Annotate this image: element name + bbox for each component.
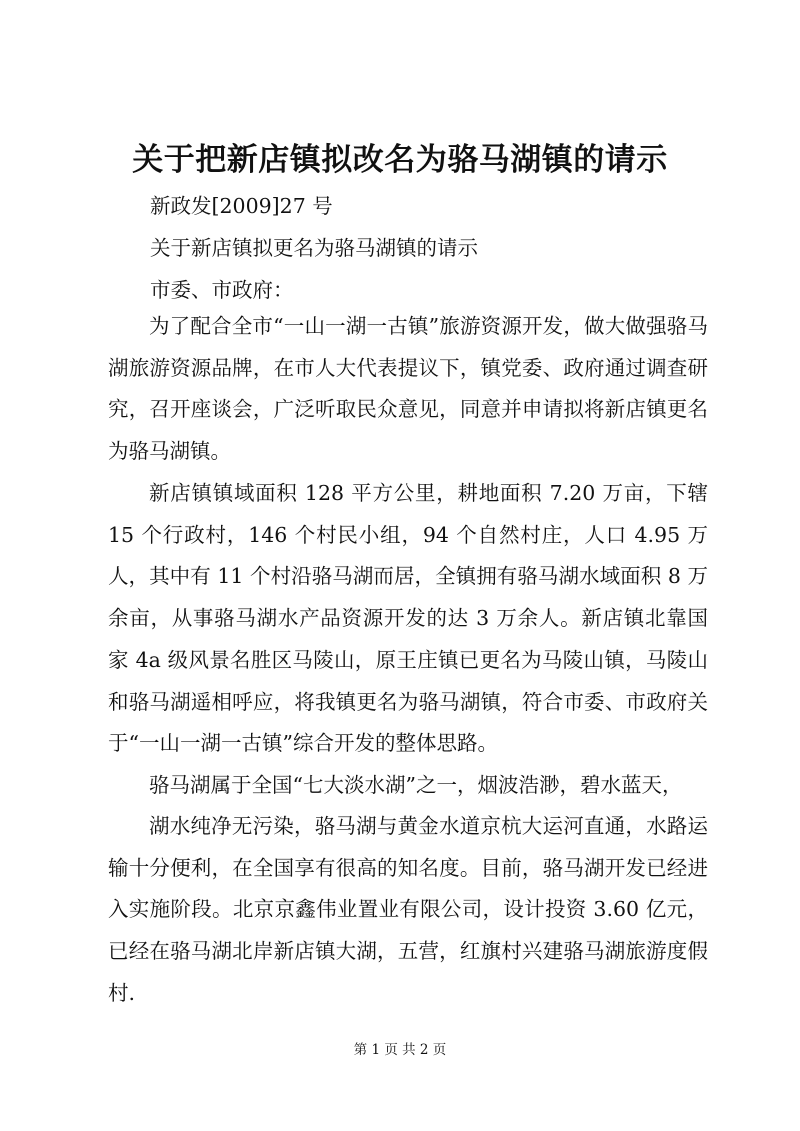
document-subtitle: 关于新店镇拟更名为骆马湖镇的请示 [150,236,478,260]
document-number: 新政发[2009]27 号 [150,194,333,218]
paragraph-intro: 为了配合全市“一山一湖一古镇”旅游资源开发，做大做强骆马湖旅游资源品牌，在市人大代表提议下，镇党委、政府通过调查研究，召开座谈会，广泛听取民众意见，同意并申请拟将新店镇更名为骆马湖镇。 [108,314,708,464]
paragraph-lake-intro: 骆马湖属于全国“七大淡水湖”之一，烟波浩渺，碧水蓝天， [149,773,683,797]
paragraph-lake-details: 湖水纯净无污染，骆马湖与黄金水道京杭大运河直通，水路运输十分便利，在全国享有很高的知名度。目前，骆马湖开发已经进入实施阶段。北京京鑫伟业置业有限公司，设计投资 3.60 亿元，已经在骆马湖北岸新店镇大湖，五营，红旗村兴建骆马湖旅游度假村. [108,814,708,1005]
paragraph-overview: 新店镇镇域面积 128 平方公里，耕地面积 7.20 万亩，下辖 15 个行政村，146 个村民小组，94 个自然村庄，人口 4.95 万人，其中有 11 个村沿骆马湖而居，全镇拥有骆马湖水域面积 8 万余亩，从事骆马湖水产品资源开发的达 3 万余人。新店镇北靠国家 4a 级风景名胜区马陵山，原王庄镇已更名为马陵山镇，马陵山和骆马湖遥相呼应，将我镇更名为骆马湖镇，符合市委、市政府关于“一山一湖一古镇”综合开发的整体思路。 [108,481,708,756]
page-footer: 第 1 页 共 2 页 [353,1042,447,1058]
addressee: 市委、市政府： [150,278,294,302]
document-title: 关于把新店镇拟改名为骆马湖镇的请示 [132,142,668,178]
